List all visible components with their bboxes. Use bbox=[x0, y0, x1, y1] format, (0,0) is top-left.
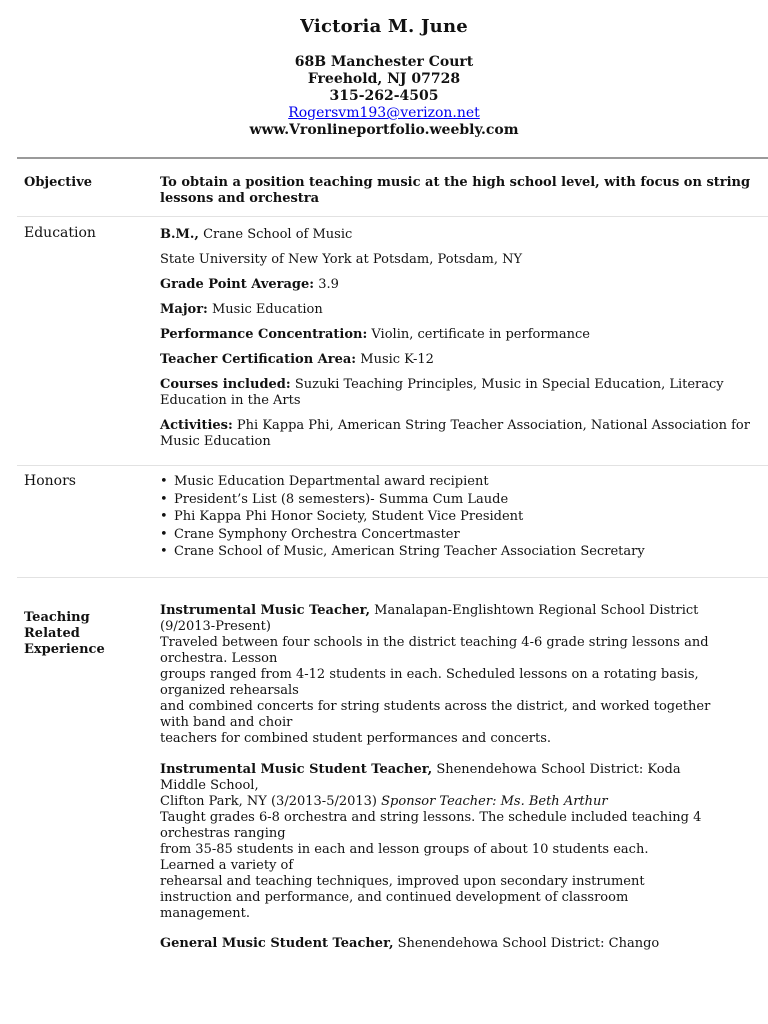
header-divider bbox=[17, 157, 768, 159]
honors-list-container bbox=[160, 473, 760, 561]
gpa-line bbox=[160, 277, 760, 293]
website-url: www.Vronlineportfolio.weebly.com bbox=[249, 122, 519, 138]
gpa-label: Grade Point Average: bbox=[160, 277, 315, 292]
job-description-line: Taught grades 6-8 orchestra and string lessons. The schedule included teaching 4 bbox=[160, 810, 702, 825]
job-description-line: orchestras ranging bbox=[160, 826, 286, 841]
email-link[interactable]: Rogersvm193@verizon.net bbox=[288, 105, 480, 121]
job-heading bbox=[160, 762, 760, 778]
job-title: Instrumental Music Teacher, bbox=[160, 603, 371, 618]
honors-label: Honors bbox=[24, 473, 76, 489]
section-divider bbox=[17, 577, 768, 578]
degree-value: Crane School of Music bbox=[198, 227, 353, 242]
job-heading bbox=[160, 936, 760, 952]
education-label: Education bbox=[24, 225, 96, 241]
degree-label: B.M., bbox=[160, 227, 199, 242]
university-line: State University of New York at Potsdam, Potsdam, NY bbox=[160, 252, 523, 267]
job-heading bbox=[160, 603, 760, 619]
job-description-line: Traveled between four schools in the district teaching 4-6 grade string lessons and bbox=[160, 635, 709, 650]
job-description-line: groups ranged from 4-12 students in each. Scheduled lessons on a rotating basis, bbox=[160, 667, 699, 682]
section-divider bbox=[17, 465, 768, 466]
major-line bbox=[160, 302, 760, 318]
courses-value: Suzuki Teaching Principles, Music in Special Education, Literacy Education in the Arts bbox=[160, 377, 724, 408]
honor-item: • Music Education Departmental award recipient bbox=[160, 473, 760, 491]
courses-line bbox=[160, 377, 760, 409]
activities-label: Activities: bbox=[160, 418, 233, 433]
honor-item: • Crane Symphony Orchestra Concertmaster bbox=[160, 526, 760, 544]
sponsor-teacher: Sponsor Teacher: Ms. Beth Arthur bbox=[381, 794, 608, 809]
activities-line bbox=[160, 418, 760, 450]
job-entry bbox=[160, 603, 760, 747]
performance-label: Performance Concentration: bbox=[160, 327, 368, 342]
honor-item: • President’s List (8 semesters)- Summa Cum Laude bbox=[160, 491, 760, 509]
phone-number: 315-262-4505 bbox=[329, 88, 439, 104]
job-title: Instrumental Music Student Teacher, bbox=[160, 762, 433, 777]
experience-label-line: Related bbox=[24, 626, 80, 641]
honor-item: • Phi Kappa Phi Honor Society, Student Vice President bbox=[160, 508, 760, 526]
job-place-line: Middle School, bbox=[160, 778, 259, 793]
job-entry bbox=[160, 936, 760, 952]
job-description-line: instruction and performance, and continued development of classroom bbox=[160, 890, 629, 905]
job-description-line: and combined concerts for string students across the district, and worked together bbox=[160, 699, 711, 714]
job-description-line: with band and choir bbox=[160, 715, 293, 730]
job-description-line: Learned a variety of bbox=[160, 858, 294, 873]
major-label: Major: bbox=[160, 302, 208, 317]
certification-line bbox=[160, 352, 760, 368]
job-place: Manalapan-Englishtown Regional School District bbox=[370, 603, 699, 618]
job-place: Shenendehowa School District: Chango bbox=[393, 936, 660, 951]
performance-value: Violin, certificate in performance bbox=[367, 327, 590, 342]
job-description-line: from 35-85 students in each and lesson groups of about 10 students each. bbox=[160, 842, 649, 857]
courses-label: Courses included: bbox=[160, 377, 291, 392]
performance-line bbox=[160, 327, 760, 343]
certification-value: Music K-12 bbox=[356, 352, 434, 367]
degree-line bbox=[160, 227, 760, 243]
job-description-line: rehearsal and teaching techniques, improved upon secondary instrument bbox=[160, 874, 645, 889]
activities-value: Phi Kappa Phi, American String Teacher Association, National Association for Music Education bbox=[160, 418, 750, 449]
job-description-line: management. bbox=[160, 906, 250, 921]
address-line-2: Freehold, NJ 07728 bbox=[307, 71, 461, 87]
job-description-line: orchestra. Lesson bbox=[160, 651, 278, 666]
address-line-1: 68B Manchester Court bbox=[294, 54, 474, 70]
experience-label bbox=[24, 610, 144, 658]
major-value: Music Education bbox=[207, 302, 323, 317]
job-place-line bbox=[160, 794, 760, 810]
candidate-name: Victoria M. June bbox=[300, 16, 468, 37]
section-divider bbox=[17, 216, 768, 217]
honors-list bbox=[160, 473, 760, 561]
gpa-value: 3.9 bbox=[314, 277, 339, 292]
job-description-line: teachers for combined student performances and concerts. bbox=[160, 731, 552, 746]
honor-item: • Crane School of Music, American String Teacher Association Secretary bbox=[160, 543, 760, 561]
job-place: Shenendehowa School District: Koda bbox=[432, 762, 681, 777]
job-dates: Clifton Park, NY (3/2013-5/2013) bbox=[160, 794, 382, 809]
job-dates: (9/2013-Present) bbox=[160, 619, 271, 634]
experience-label-line: Experience bbox=[24, 642, 105, 657]
objective-text: To obtain a position teaching music at the high school level, with focus on string lessons and orchestra bbox=[160, 175, 751, 206]
job-entry bbox=[160, 762, 760, 922]
job-description-line: organized rehearsals bbox=[160, 683, 299, 698]
resume-header bbox=[0, 0, 768, 139]
experience-label-line: Teaching bbox=[24, 610, 90, 625]
objective-label: Objective bbox=[24, 175, 93, 190]
job-title: General Music Student Teacher, bbox=[160, 936, 394, 951]
certification-label: Teacher Certification Area: bbox=[160, 352, 357, 367]
